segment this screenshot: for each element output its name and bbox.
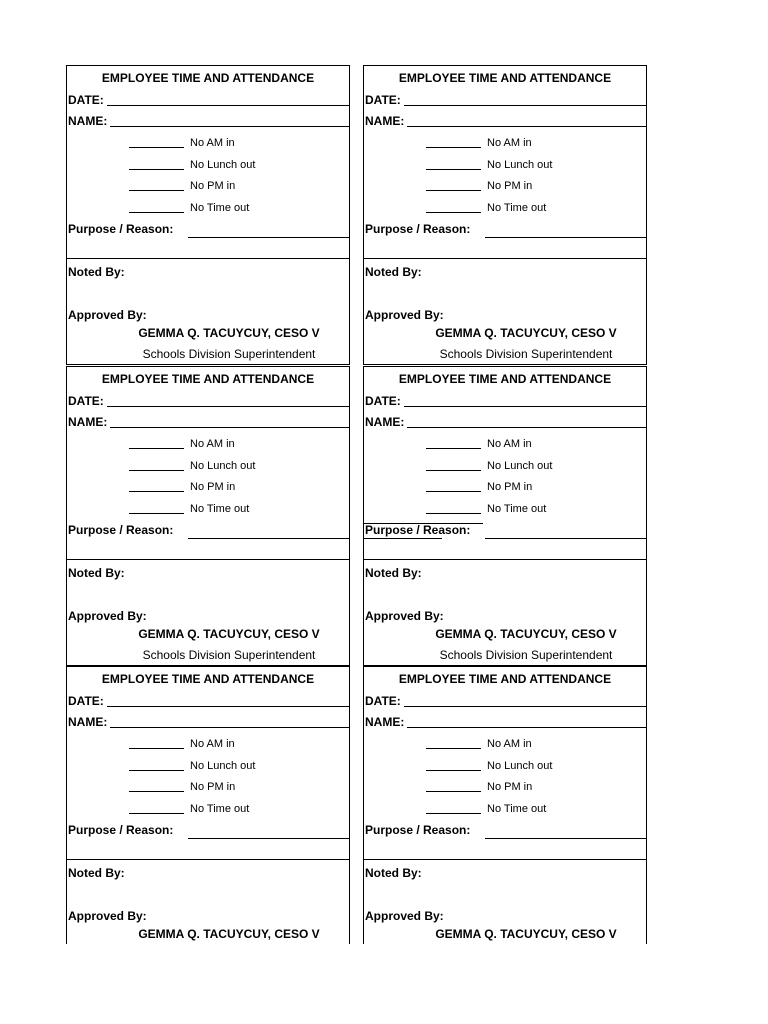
- attendance-slip: [363, 366, 647, 666]
- check-item: [426, 179, 532, 193]
- check-blank-line[interactable]: [426, 802, 481, 814]
- check-label: No Time out: [487, 802, 547, 815]
- purpose-label: Purpose / Reason:: [68, 823, 174, 837]
- check-blank-line[interactable]: [129, 737, 184, 749]
- name-input-line[interactable]: [407, 415, 646, 428]
- purpose-label: Purpose / Reason:: [365, 823, 471, 837]
- check-label: No Lunch out: [487, 759, 553, 772]
- check-blank-line[interactable]: [426, 437, 481, 449]
- check-item: [426, 201, 546, 215]
- check-label: No PM in: [190, 481, 236, 493]
- date-input-line[interactable]: [404, 394, 646, 407]
- check-item: [129, 459, 255, 473]
- check-item: [426, 459, 552, 473]
- section-divider: [364, 859, 646, 860]
- date-field: [365, 393, 646, 409]
- date-label: DATE:: [365, 394, 401, 408]
- check-item: [426, 759, 552, 773]
- check-item: [129, 802, 249, 816]
- approved-by-label: Approved By:: [365, 308, 444, 322]
- check-item: [129, 201, 249, 215]
- section-divider: [67, 258, 349, 259]
- name-label: NAME:: [68, 415, 108, 429]
- purpose-input-line[interactable]: [188, 237, 349, 238]
- check-blank-line[interactable]: [129, 502, 184, 514]
- check-blank-line[interactable]: [426, 502, 481, 514]
- name-field: [365, 714, 646, 730]
- check-item: [129, 136, 235, 150]
- purpose-input-line[interactable]: [485, 838, 646, 839]
- purpose-input-line[interactable]: [485, 237, 646, 238]
- check-label: No AM in: [190, 137, 235, 149]
- check-label: No AM in: [190, 438, 235, 450]
- date-input-line[interactable]: [107, 394, 349, 407]
- check-blank-line[interactable]: [426, 201, 481, 213]
- attendance-slip: [66, 366, 350, 666]
- check-item: [426, 136, 532, 150]
- noted-by-label: Noted By:: [365, 866, 422, 880]
- signatory-name: GEMMA Q. TACUYCUY, CESO V: [138, 627, 320, 641]
- name-input-line[interactable]: [407, 114, 646, 127]
- check-item: [426, 737, 532, 751]
- check-label: No PM in: [190, 781, 236, 793]
- noted-by-label: Noted By:: [365, 566, 422, 580]
- check-item: [426, 480, 532, 494]
- approved-by-label: Approved By:: [68, 609, 147, 623]
- name-input-line[interactable]: [110, 114, 349, 127]
- date-label: DATE:: [68, 93, 104, 107]
- purpose-label: Purpose / Reason:: [365, 523, 471, 537]
- name-label: NAME:: [365, 415, 405, 429]
- check-label: No Lunch out: [190, 459, 256, 472]
- name-label: NAME:: [365, 114, 405, 128]
- check-label: No Time out: [190, 502, 250, 515]
- check-blank-line[interactable]: [426, 780, 481, 792]
- check-item: [426, 802, 546, 816]
- section-divider: [364, 258, 646, 259]
- name-field: [365, 113, 646, 129]
- check-blank-line[interactable]: [426, 737, 481, 749]
- purpose-label: Purpose / Reason:: [68, 523, 174, 537]
- slip-title: EMPLOYEE TIME AND ATTENDANCE: [101, 672, 315, 686]
- attendance-slip: [363, 666, 647, 944]
- check-label: No AM in: [487, 438, 532, 450]
- date-input-line[interactable]: [107, 694, 349, 707]
- name-input-line[interactable]: [110, 715, 349, 728]
- noted-by-label: Noted By:: [68, 265, 125, 279]
- date-field: [68, 693, 349, 709]
- attendance-slip: [66, 666, 350, 944]
- name-label: NAME:: [68, 114, 108, 128]
- signatory-name: GEMMA Q. TACUYCUY, CESO V: [138, 326, 320, 340]
- date-field: [365, 693, 646, 709]
- check-blank-line[interactable]: [129, 201, 184, 213]
- name-field: [68, 714, 349, 730]
- date-label: DATE:: [68, 394, 104, 408]
- check-label: No Time out: [190, 201, 250, 214]
- check-label: No Lunch out: [190, 158, 256, 171]
- check-label: No PM in: [487, 781, 533, 793]
- signatory-name: GEMMA Q. TACUYCUY, CESO V: [138, 927, 320, 941]
- slip-title: EMPLOYEE TIME AND ATTENDANCE: [101, 372, 315, 386]
- check-blank-line[interactable]: [129, 759, 184, 771]
- purpose-label: Purpose / Reason:: [365, 222, 471, 236]
- check-label: No PM in: [190, 180, 236, 192]
- check-blank-line[interactable]: [129, 158, 184, 170]
- check-blank-line[interactable]: [426, 759, 481, 771]
- check-label: No Lunch out: [487, 158, 553, 171]
- check-blank-line[interactable]: [129, 780, 184, 792]
- check-blank-line[interactable]: [426, 158, 481, 170]
- signatory-title: Schools Division Superintendent: [439, 347, 613, 361]
- check-item: [129, 502, 249, 516]
- approved-by-label: Approved By:: [365, 609, 444, 623]
- section-divider: [364, 559, 646, 560]
- name-input-line[interactable]: [407, 715, 646, 728]
- signatory-title: Schools Division Superintendent: [142, 347, 316, 361]
- check-label: No Lunch out: [190, 759, 256, 772]
- noted-by-label: Noted By:: [68, 866, 125, 880]
- purpose-input-line[interactable]: [188, 538, 349, 539]
- signatory-name: GEMMA Q. TACUYCUY, CESO V: [435, 326, 617, 340]
- signatory-title: Schools Division Superintendent: [439, 648, 613, 662]
- check-blank-line[interactable]: [129, 437, 184, 449]
- check-blank-line[interactable]: [129, 136, 184, 148]
- check-label: No AM in: [190, 738, 235, 750]
- check-label: No PM in: [487, 481, 533, 493]
- check-item: [129, 158, 255, 172]
- check-item: [426, 158, 552, 172]
- check-blank-line[interactable]: [129, 459, 184, 471]
- approved-by-label: Approved By:: [68, 308, 147, 322]
- signatory-title: Schools Division Superintendent: [142, 648, 316, 662]
- signatory-name: GEMMA Q. TACUYCUY, CESO V: [435, 627, 617, 641]
- check-label: No AM in: [487, 137, 532, 149]
- check-label: No Lunch out: [487, 459, 553, 472]
- check-item: [129, 737, 235, 751]
- attendance-slip: [66, 65, 350, 365]
- check-blank-line[interactable]: [129, 802, 184, 814]
- check-blank-line[interactable]: [426, 459, 481, 471]
- check-blank-line[interactable]: [426, 480, 481, 492]
- slip-title: EMPLOYEE TIME AND ATTENDANCE: [101, 71, 315, 85]
- date-input-line[interactable]: [404, 694, 646, 707]
- noted-by-label: Noted By:: [365, 265, 422, 279]
- section-divider: [67, 559, 349, 560]
- date-label: DATE:: [68, 694, 104, 708]
- slip-title: EMPLOYEE TIME AND ATTENDANCE: [398, 71, 612, 85]
- check-item: [426, 437, 532, 451]
- purpose-input-line[interactable]: [485, 538, 646, 539]
- purpose-extra-line: [364, 538, 442, 539]
- date-label: DATE:: [365, 93, 401, 107]
- name-field: [365, 414, 646, 430]
- signatory-name: GEMMA Q. TACUYCUY, CESO V: [435, 927, 617, 941]
- noted-by-label: Noted By:: [68, 566, 125, 580]
- purpose-input-line[interactable]: [188, 838, 349, 839]
- purpose-label: Purpose / Reason:: [68, 222, 174, 236]
- date-input-line[interactable]: [404, 93, 646, 106]
- date-input-line[interactable]: [107, 93, 349, 106]
- date-field: [68, 92, 349, 108]
- name-field: [68, 113, 349, 129]
- date-label: DATE:: [365, 694, 401, 708]
- section-divider: [67, 859, 349, 860]
- approved-by-label: Approved By:: [68, 909, 147, 923]
- name-field: [68, 414, 349, 430]
- check-item: [129, 437, 235, 451]
- check-item: [129, 780, 235, 794]
- attendance-slip: [363, 65, 647, 365]
- check-item: [129, 480, 235, 494]
- check-label: No Time out: [190, 802, 250, 815]
- check-blank-line[interactable]: [129, 480, 184, 492]
- check-label: No Time out: [487, 201, 547, 214]
- date-field: [68, 393, 349, 409]
- name-input-line[interactable]: [110, 415, 349, 428]
- slip-title: EMPLOYEE TIME AND ATTENDANCE: [398, 672, 612, 686]
- approved-by-label: Approved By:: [365, 909, 444, 923]
- name-label: NAME:: [68, 715, 108, 729]
- check-item: [129, 179, 235, 193]
- check-label: No AM in: [487, 738, 532, 750]
- check-blank-line[interactable]: [426, 179, 481, 191]
- purpose-extra-line: [364, 523, 483, 524]
- check-item: [426, 502, 546, 516]
- check-blank-line[interactable]: [129, 179, 184, 191]
- check-blank-line[interactable]: [426, 136, 481, 148]
- name-label: NAME:: [365, 715, 405, 729]
- check-label: No PM in: [487, 180, 533, 192]
- check-label: No Time out: [487, 502, 547, 515]
- slip-title: EMPLOYEE TIME AND ATTENDANCE: [398, 372, 612, 386]
- check-item: [426, 780, 532, 794]
- date-field: [365, 92, 646, 108]
- check-item: [129, 759, 255, 773]
